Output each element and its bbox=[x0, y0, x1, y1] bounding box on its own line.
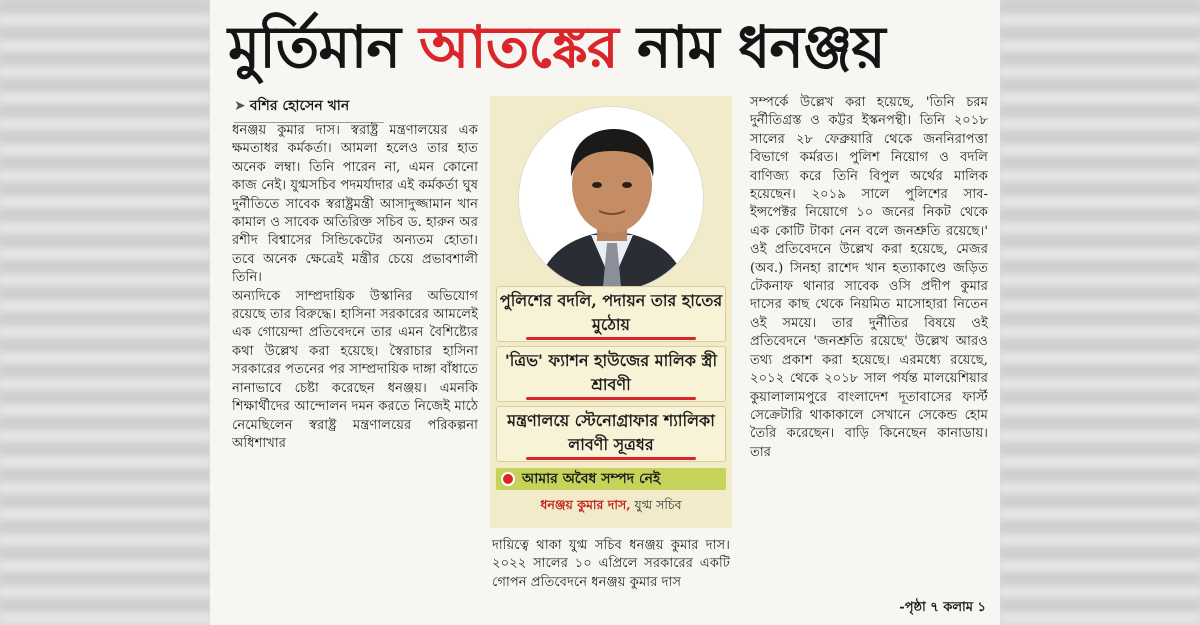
arrow-icon: ➤ bbox=[234, 98, 246, 114]
callout-3-underline bbox=[526, 457, 696, 460]
column-2-paragraph: দায়িত্বে থাকা যুগ্ম সচিব ধনঞ্জয় কুমার দাস। ২০২২ সালের ১০ এপ্রিলে সরকারের একটি গোপন প্রতিবেদনে ধনঞ্জয় কুমার দাস bbox=[492, 538, 730, 590]
portrait-illustration bbox=[519, 107, 704, 292]
quote-bullet-icon bbox=[501, 472, 515, 486]
callout-1 bbox=[496, 286, 726, 342]
author-name: বশির হোসেন খান bbox=[249, 98, 350, 114]
callout-3-text: মন্ত্রণালয়ে স্টেনোগ্রাফার শ্যালিকা লাবণী সূত্রধর bbox=[507, 411, 715, 454]
column-1-paragraph-2: অন্যদিকে সাম্প্রদায়িক উস্কানির অভিযোগ রয়েছে তার বিরুদ্ধে। হাসিনা সরকারের আমলেই এক গোয়েন্দা প্রতিবেদনে তার এমন বৈশিষ্ট্যের কথা উল্লেখ করা হয়েছে। স্বৈরাচার হাসিনা সরকারের পতনের পর সাম্প্রদায়িক দাঙ্গা বাঁধাতে নানাভাবে চেষ্টা করেছেন ধনঞ্জয়। এমনকি শিক্ষার্থীদের আন্দোলন দমন করতে নিজেই মাঠে নেমেছিলেন স্বরাষ্ট্র মন্ত্রণালয়ের পরিকল্পনা অধিশাখার bbox=[232, 288, 478, 451]
blurred-left-margin bbox=[0, 0, 210, 625]
column-3-paragraph-1: সম্পর্কে উল্লেখ করা হয়েছে, 'তিনি চরম দুর্নীতিগ্রস্ত ও কট্টর ইস্কনপন্থী। তিনি ২০১৮ সালের ২৮ ফেব্রুয়ারি থেকে জননিরাপত্তা বিভাগে কর্মরত। পুলিশ নিয়োগ ও বদলি বাণিজ্য করে তিনি বিপুল অর্থের মালিক হয়েছেন। ২০১৯ সালে পুলিশের সাব-ইন্সপেক্টর নিয়োগে ১০ জনের নিকট থেকে এক কোটি টাকা নেন বলে জনশ্রুতি রয়েছে।' ওই প্রতিবেদনে উল্লেখ করা হয়েছে, মেজর (অব.) সিনহা রাশেদ খান হত্যাকাণ্ডে জড়িত টেকনাফ থানার সাবেক ওসি প্রদীপ কুমার দাসের কাছ থেকে নিয়মিত মাসোহারা নিতেন ওই সময়ে। তার দুর্নীতির বিষয়ে ওই প্রতিবেদনে 'জনশ্রুতি রয়েছে' উল্লেখ আরও তথ্য প্রকাশ করা হয়েছে। এরমধ্যে রয়েছে, ২০১২ থেকে ২০১৮ সাল পর্যন্ত মালয়েশিয়ার কুয়ালালামপুরে বাংলাদেশ দূতাবাসের ফার্স্ট সেক্রেটারি থাকাকালে সেখানে সেকেন্ড হোম তৈরি করেছেন। বাড়ি কিনেছেন কানাডায়। তার bbox=[750, 95, 988, 460]
headline-part-3: নাম ধনঞ্জয় bbox=[617, 13, 885, 81]
sidebar-box bbox=[490, 96, 732, 528]
headline-part-1: মুর্তিমান bbox=[228, 13, 420, 81]
quote-source-role: যুগ্ম সচিব bbox=[630, 497, 682, 512]
column-1-paragraph-1: ধনঞ্জয় কুমার দাস। স্বরাষ্ট্র মন্ত্রণালয়ের এক ক্ষমতাধর কর্মকর্তা। আমলা হলেও তার হাত অনেক লম্বা। তিনি পারেন না, এমন কোনো কাজ নেই। যুগ্মসচিব পদমর্যাদার এই কর্মকর্তা ঘুষ দুর্নীতিতে সাবেক স্বরাষ্ট্রমন্ত্রী আসাদুজ্জামান খান কামাল ও সাবেক অতিরিক্ত সচিব ড. হারুন অর রশীদ বিশ্বাসের সিন্ডিকেটের অন্যতম হোতা। তবে অনেক ক্ষেত্রেই মন্ত্রীর চেয়ে প্রভাবশালী তিনি। bbox=[232, 123, 478, 286]
newspaper-clipping bbox=[210, 0, 1000, 625]
blurred-right-margin bbox=[1000, 0, 1200, 625]
quote-band bbox=[496, 468, 726, 490]
headline-part-2-highlight: আতঙ্কের bbox=[419, 13, 618, 81]
article-column-2-bottom bbox=[492, 537, 730, 592]
quote-source-name: ধনঞ্জয় কুমার দাস, bbox=[540, 497, 631, 512]
headline bbox=[228, 6, 988, 88]
portrait-photo bbox=[518, 106, 704, 292]
callout-2-underline bbox=[526, 397, 696, 400]
callout-1-underline bbox=[526, 337, 696, 340]
byline bbox=[234, 94, 384, 123]
callout-2-text: 'ত্রিভ' ফ্যাশন হাউজের মালিক স্ত্রী শ্রাবণী bbox=[504, 351, 718, 394]
continuation-reference: -পৃষ্ঠা ৭ কলাম ১ bbox=[899, 600, 986, 615]
quote-source bbox=[496, 496, 726, 514]
callout-1-text: পুলিশের বদলি, পদায়ন তার হাতের মুঠোয় bbox=[499, 291, 723, 334]
quote-text: আমার অবৈধ সম্পদ নেই bbox=[522, 471, 661, 487]
callout-2 bbox=[496, 346, 726, 402]
article-column-1 bbox=[232, 122, 478, 453]
callout-3 bbox=[496, 406, 726, 462]
article-column-3 bbox=[750, 94, 988, 462]
